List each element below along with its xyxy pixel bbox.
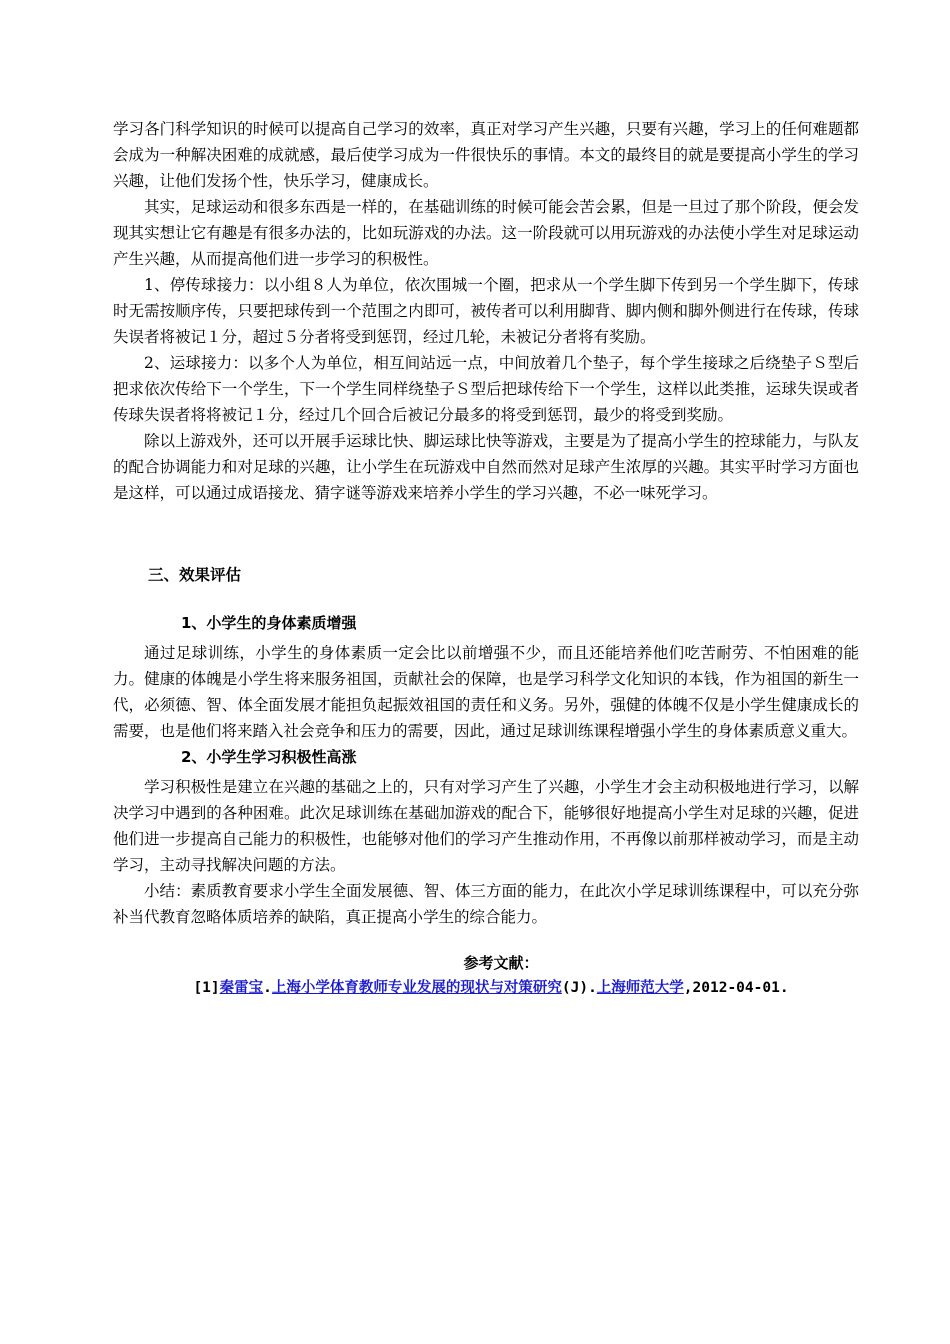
reference-item [113, 976, 859, 1000]
reference-publisher-link[interactable]: 上海师范大学 [596, 980, 684, 996]
references-heading: 参考文献： [463, 954, 539, 972]
body-paragraph-2: 其实，足球运动和很多东西是一样的，在基础训练的时候可能会苦会累，但是一旦过了那个阶段，便会发现其实想让它有趣是有很多办法的，比如玩游戏的办法。这一阶段就可以用玩游戏的办法使小学生对足球运动产生兴趣，从而提高他们进一步学习的积极性。 [113, 198, 859, 268]
document-page [113, 116, 859, 1000]
body-paragraph-game-2: 2、运球接力：以多个人为单位，相互间站远一点，中间放着几个垫子，每个学生接球之后绕垫子Ｓ型后把求依次传给下一个学生，下一个学生同样绕垫子Ｓ型后把球传给下一个学生，这样以此类推，运球失误或者传球失误者将将被记１分，经过几个回合后被记分最多的将受到惩罚，最少的将受到奖励。 [113, 354, 859, 424]
summary-paragraph: 小结：素质教育要求小学生全面发展德、智、体三方面的能力，在此次小学足球训练课程中，可以充分弥补当代教育忽略体质培养的缺陷，真正提高小学生的综合能力。 [113, 882, 859, 926]
body-paragraph-5: 除以上游戏外，还可以开展手运球比快、脚运球比快等游戏，主要是为了提高小学生的控球能力，与队友的配合协调能力和对足球的兴趣，让小学生在玩游戏中自然而然对足球产生浓厚的兴趣。其实平时学习方面也是这样，可以通过成语接龙、猜字谜等游戏来培养小学生的学习兴趣，不必一味死学习。 [113, 432, 859, 502]
physical-fitness-paragraph: 通过足球训练，小学生的身体素质一定会比以前增强不少，而且还能培养他们吃苦耐劳、不怕困难的能力。健康的体魄是小学生将来服务祖国，贡献社会的保障，也是学习科学文化知识的本钱，作为祖国的新生一代，必须德、智、体全面发展才能担负起振效祖国的责任和义务。另外，强健的体魄不仅是小学生健康成长的需要，也是他们将来踏入社会竞争和压力的需要，因此，通过足球训练课程增强小学生的身体素质意义重大。 [113, 644, 859, 740]
sub-heading-learning-motivation: 2、小学生学习积极性高涨 [181, 748, 357, 766]
reference-type: (J). [561, 980, 597, 996]
reference-date: ,2012-04-01. [683, 980, 789, 996]
reference-title-link[interactable]: 上海小学体育教师专业发展的现状与对策研究 [271, 980, 562, 996]
reference-author-link[interactable]: 秦雷宝 [219, 980, 264, 996]
sub-heading-physical-fitness: 1、小学生的身体素质增强 [181, 614, 357, 632]
learning-motivation-paragraph: 学习积极性是建立在兴趣的基础之上的，只有对学习产生了兴趣，小学生才会主动积极地进行学习，以解决学习中遇到的各种困难。此次足球训练在基础加游戏的配合下，能够很好地提高小学生对足球的兴趣，促进他们进一步提高自己能力的积极性，也能够对他们的学习产生推动作用，不再像以前那样被动学习，而是主动学习，主动寻找解决问题的方法。 [113, 778, 859, 874]
body-paragraph-1: 学习各门科学知识的时候可以提高自己学习的效率，真正对学习产生兴趣，只要有兴趣，学习上的任何难题都会成为一种解决困难的成就感，最后使学习成为一件很快乐的事情。本文的最终目的就是要提高小学生的学习兴趣，让他们发扬个性，快乐学习，健康成长。 [113, 120, 859, 190]
section-heading-evaluation: 三、效果评估 [148, 566, 242, 584]
reference-separator: . [263, 980, 272, 996]
reference-index: [1] [193, 980, 220, 996]
body-paragraph-game-1: 1、停传球接力：以小组８人为单位，依次围城一个圈，把求从一个学生脚下传到另一个学生脚下，传球时无需按顺序传，只要把球传到一个范围之内即可，被传者可以利用脚背、脚内侧和脚外侧进行在传球，传球失误者将被记１分，超过５分者将受到惩罚，经过几轮，未被记分者将有奖励。 [113, 276, 859, 346]
